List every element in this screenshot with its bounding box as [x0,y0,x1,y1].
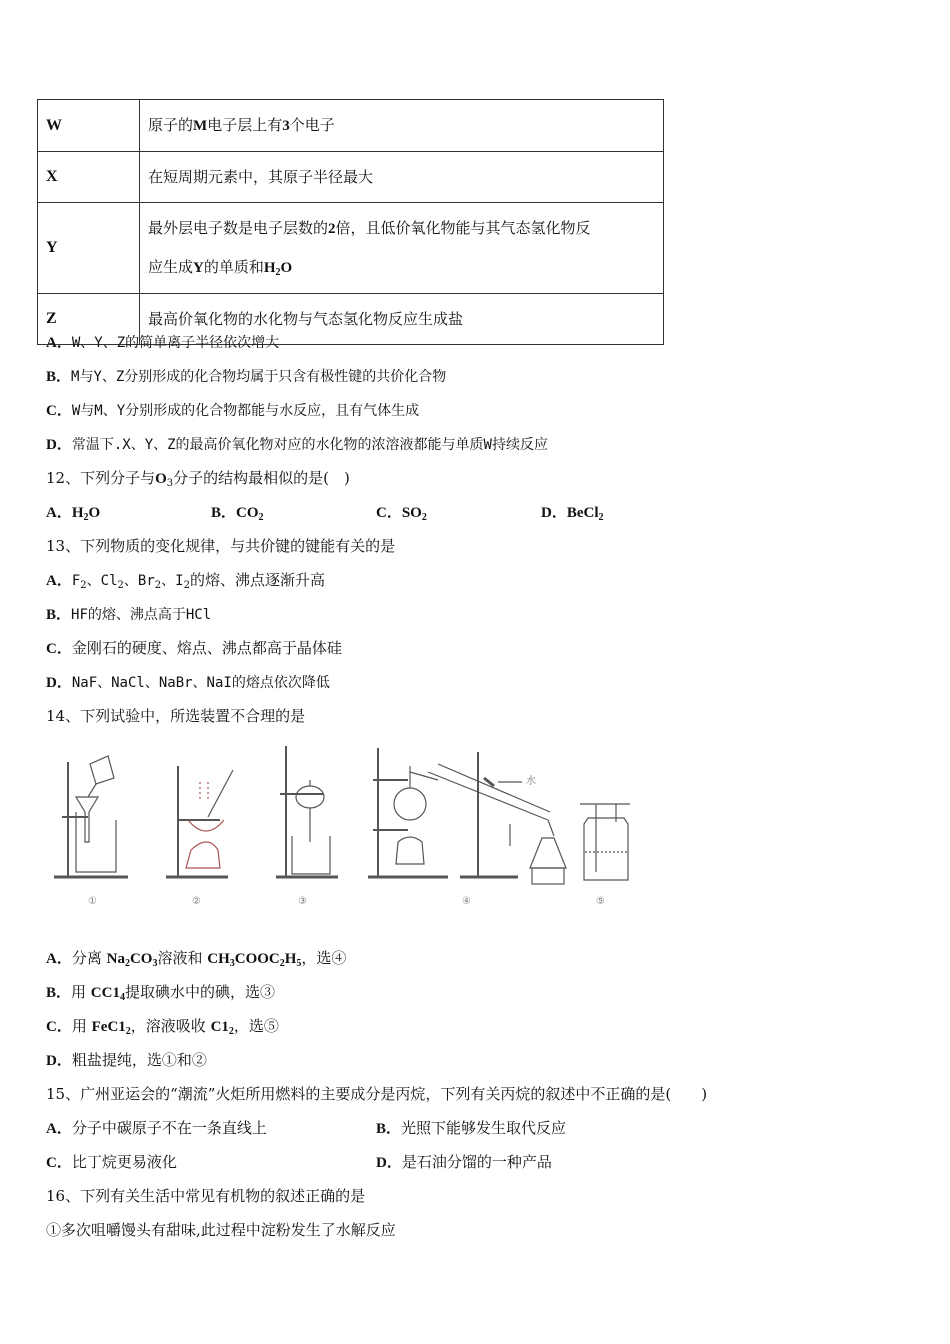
q14-option-c: C．用 $FeC1_2$，溶液吸收 $C1_2$，选⑤ [46,1017,279,1037]
q11-option-d: D．常温下.X、Y、Z的最高价氧化物对应的水化物的浓溶液都能与单质W持续反应 [46,437,548,453]
element-description: 最外层电子数是电子层数的2倍，且低价氧化物能与其气态氢化物反 应生成Y的单质和$H_2O$ [140,203,664,294]
q13-option-b: B．HF的熔、沸点高于HCl [46,607,212,623]
table-row [38,152,664,203]
q13-option-c: C．金刚石的硬度、熔点、沸点都高于晶体硅 [46,639,342,657]
element-symbol: W [38,100,140,152]
q14-stem: 14、下列试验中，所选装置不合理的是 [46,707,306,725]
apparatus-separatory-funnel [276,746,338,877]
q15-option-d: D．是石油分馏的一种产品 [376,1153,552,1171]
apparatus-filtration [54,756,128,877]
q15-option-a: A．分子中碳原子不在一条直线上 [46,1119,267,1137]
q15-option-b: B．光照下能够发生取代反应 [376,1119,567,1137]
table-row [38,100,664,152]
q11-option-c: C．W与M、Y分别形成的化合物都能与水反应，且有气体生成 [46,403,420,419]
apparatus-distillation [368,748,566,884]
q15-option-c: C．比丁烷更易液化 [46,1153,177,1171]
apparatus-evaporation [166,766,233,877]
q16-stem: 16、下列有关生活中常见有机物的叙述正确的是 [46,1187,366,1205]
q12-option-d: D．BeCl$_2$ [541,505,604,523]
element-description: 在短周期元素中，其原子半径最大 [140,152,664,203]
q16-item-1: ①多次咀嚼馒头有甜味,此过程中淀粉发生了水解反应 [46,1221,396,1239]
figure-label-3: ③ [298,896,307,907]
figure-water-label: 水 [526,776,536,787]
lab-apparatus-figure [48,742,638,912]
element-info-table [37,99,664,345]
q13-option-d: D．NaF、NaCl、NaBr、NaI的熔点依次降低 [46,675,330,691]
q15-stem: 15、广州亚运会的“潮流”火炬所用燃料的主要成分是丙烷，下列有关丙烷的叙述中不正确的是( ) [46,1085,708,1103]
figure-label-5: ⑤ [596,896,605,907]
element-description: 最高价氧化物的水化物与气态氢化物反应生成盐 [140,294,664,345]
table-row [38,203,664,294]
q11-option-b: B．M与Y、Z分别形成的化合物均属于只含有极性键的共价化合物 [46,369,447,385]
element-symbol: Z [38,294,140,345]
q13-stem: 13、下列物质的变化规律，与共价键的键能有关的是 [46,537,396,555]
apparatus-gas-washing-bottle [580,804,630,880]
figure-label-4: ④ [462,896,471,907]
q12-option-b: B．$CO_2$ [211,505,264,523]
element-symbol: X [38,152,140,203]
q11-option-a: A．W、Y、Z的简单离子半径依次增大 [46,335,280,351]
q14-option-a: A．分离 $Na_2CO_3$溶液和 $CH_3COOC_2H_5$，选④ [46,949,347,969]
figure-label-1: ① [88,896,97,907]
q12-stem: 12、下列分子与$O_3$分子的结构最相似的是( ) [46,469,350,489]
q14-option-d: D．粗盐提纯，选①和② [46,1051,207,1069]
q12-option-a: A．$H_2O$ [46,505,101,523]
element-symbol: Y [38,203,140,294]
q14-option-b: B．用 $CC1_4$提取碘水中的碘，选③ [46,983,275,1003]
q13-option-a: A．$F_2$、$Cl_2$、$Br_2$、$I_2$的熔、沸点逐渐升高 [46,571,325,591]
q12-option-c: C．$SO_2$ [376,505,427,523]
element-description: 原子的M电子层上有3个电子 [140,100,664,152]
figure-label-2: ② [192,896,201,907]
